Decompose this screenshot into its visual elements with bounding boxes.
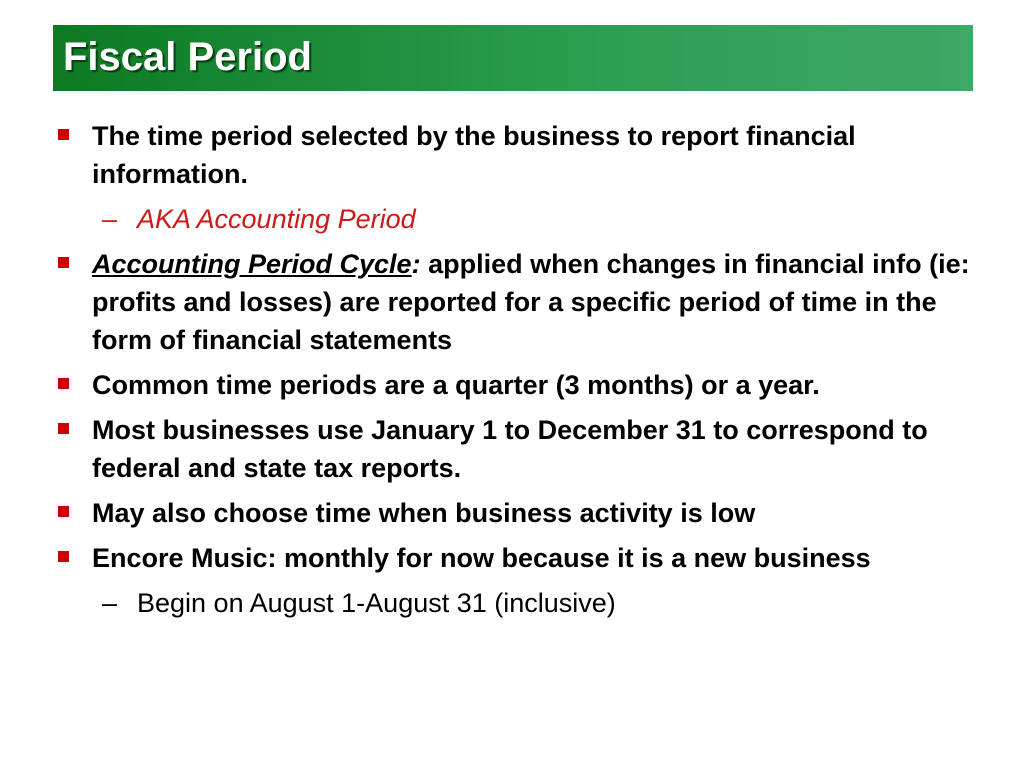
- sub-bullet-august: [55, 584, 975, 622]
- bullet-term-suffix: :: [411, 249, 421, 279]
- bullet-text: Most businesses use January 1 to December 31 to correspond to federal and state tax reports.: [92, 415, 928, 483]
- square-bullet-icon: [58, 423, 69, 434]
- square-bullet-icon: [58, 506, 69, 517]
- square-bullet-icon: [58, 551, 69, 562]
- bullet-low-activity: [55, 494, 975, 532]
- title-bar: [53, 25, 973, 91]
- bullet-accounting-cycle: [55, 245, 975, 359]
- sub-bullet-text: Begin on August 1-August 31 (inclusive): [137, 588, 616, 618]
- bullet-text: The time period selected by the business to report financial information.: [92, 121, 856, 189]
- slide-title: Fiscal Period: [63, 35, 312, 79]
- bullet-term: Accounting Period Cycle: [92, 249, 412, 279]
- square-bullet-icon: [58, 378, 69, 389]
- square-bullet-icon: [58, 257, 69, 268]
- bullet-text: Encore Music: monthly for now because it is a new business: [92, 543, 871, 573]
- bullet-calendar-year: [55, 411, 975, 487]
- dash-marker: –: [102, 204, 118, 234]
- dash-marker: –: [102, 588, 118, 618]
- slide-content: [55, 117, 975, 629]
- bullet-text: Common time periods are a quarter (3 months) or a year.: [92, 370, 820, 400]
- bullet-text: May also choose time when business activity is low: [92, 498, 756, 528]
- bullet-text: applied when changes in financial info (ie: profits and losses) are reported for a specific period of time in the form of financial statements: [92, 249, 970, 355]
- sub-bullet-text: AKA Accounting Period: [137, 204, 416, 234]
- bullet-common-periods: [55, 366, 975, 404]
- bullet-encore-music: [55, 539, 975, 577]
- sub-bullet-aka: [55, 200, 975, 238]
- bullet-time-period: [55, 117, 975, 193]
- square-bullet-icon: [58, 129, 69, 140]
